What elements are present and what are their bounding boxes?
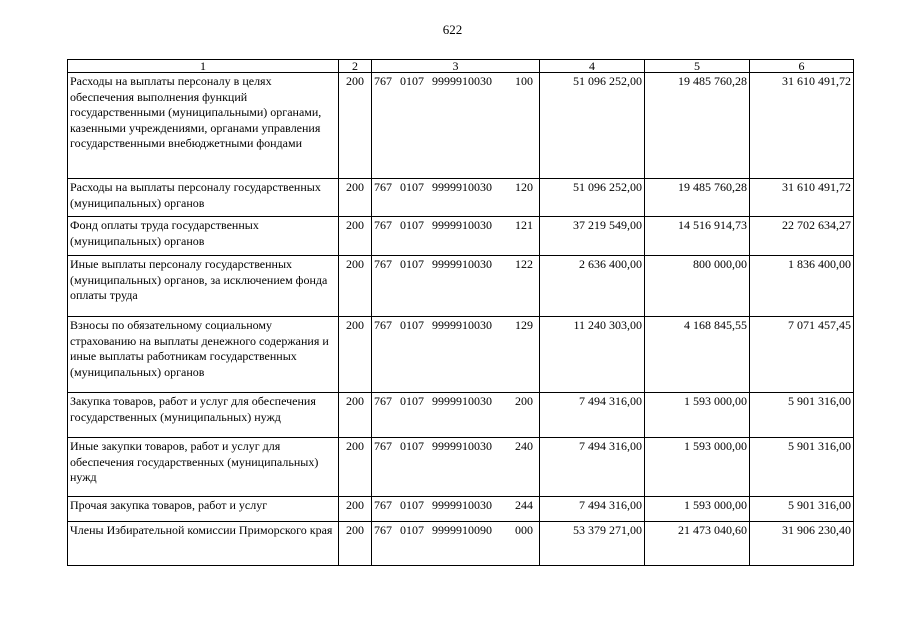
row-col6: 31 610 491,72 [750,179,854,217]
row-col2: 200 [339,217,372,256]
column-header: 6 [750,60,854,73]
row-name: Иные закупки товаров, работ и услуг для обеспечения государственных (муниципальных) нужд [68,438,339,497]
row-code: 767 0107 9999910030 244 [372,497,540,522]
table-row [68,497,854,522]
row-col2: 200 [339,179,372,217]
row-col4: 7 494 316,00 [540,438,645,497]
table-header-row [68,60,854,73]
page-number: 622 [442,22,463,37]
row-col2: 200 [339,317,372,393]
row-col5: 1 593 000,00 [645,438,750,497]
row-col4: 2 636 400,00 [540,256,645,317]
row-name: Расходы на выплаты персоналу государственных (муниципальных) органов [68,179,339,217]
row-col5: 1 593 000,00 [645,393,750,438]
table-row [68,217,854,256]
column-header: 5 [645,60,750,73]
row-col6: 5 901 316,00 [750,497,854,522]
row-col5: 4 168 845,55 [645,317,750,393]
column-header: 3 [372,60,540,73]
row-col2: 200 [339,497,372,522]
column-header: 1 [68,60,339,73]
row-col2: 200 [339,73,372,179]
table-row [68,317,854,393]
row-code: 767 0107 9999910030 200 [372,393,540,438]
row-col6: 7 071 457,45 [750,317,854,393]
row-col6: 5 901 316,00 [750,393,854,438]
row-col2: 200 [339,256,372,317]
column-header: 2 [339,60,372,73]
row-code: 767 0107 9999910090 000 [372,522,540,566]
row-col6: 1 836 400,00 [750,256,854,317]
row-name: Иные выплаты персоналу государственных (муниципальных) органов, за исключением фонда оплаты труда [68,256,339,317]
table-row [68,73,854,179]
row-code: 767 0107 9999910030 122 [372,256,540,317]
row-name: Взносы по обязательному социальному страхованию на выплаты денежного содержания и иные выплаты работникам государственных (муниципальных) органов [68,317,339,393]
row-col2: 200 [339,438,372,497]
row-code: 767 0107 9999910030 100 [372,73,540,179]
row-col5: 21 473 040,60 [645,522,750,566]
table-row [68,393,854,438]
row-code: 767 0107 9999910030 120 [372,179,540,217]
row-col4: 7 494 316,00 [540,393,645,438]
row-col4: 7 494 316,00 [540,497,645,522]
row-col2: 200 [339,522,372,566]
row-col5: 19 485 760,28 [645,73,750,179]
row-col4: 11 240 303,00 [540,317,645,393]
budget-table [67,59,854,566]
row-name: Расходы на выплаты персоналу в целях обеспечения выполнения функций государственными (муниципальными) органами, казенными учреждениями, органами управления государственными внебюджетными фондами [68,73,339,179]
table-row [68,438,854,497]
row-col4: 51 096 252,00 [540,179,645,217]
row-col5: 19 485 760,28 [645,179,750,217]
row-col2: 200 [339,393,372,438]
row-col5: 800 000,00 [645,256,750,317]
row-name: Закупка товаров, работ и услуг для обеспечения государственных (муниципальных) нужд [68,393,339,438]
row-col6: 31 906 230,40 [750,522,854,566]
row-col4: 51 096 252,00 [540,73,645,179]
row-code: 767 0107 9999910030 240 [372,438,540,497]
row-col6: 5 901 316,00 [750,438,854,497]
row-code: 767 0107 9999910030 129 [372,317,540,393]
row-col6: 22 702 634,27 [750,217,854,256]
row-col4: 53 379 271,00 [540,522,645,566]
row-col4: 37 219 549,00 [540,217,645,256]
row-code: 767 0107 9999910030 121 [372,217,540,256]
row-col5: 1 593 000,00 [645,497,750,522]
row-col5: 14 516 914,73 [645,217,750,256]
row-name: Фонд оплаты труда государственных (муниципальных) органов [68,217,339,256]
table-row [68,179,854,217]
table-row [68,256,854,317]
row-name: Прочая закупка товаров, работ и услуг [68,497,339,522]
row-col6: 31 610 491,72 [750,73,854,179]
row-name: Члены Избирательной комиссии Приморского края [68,522,339,566]
column-header: 4 [540,60,645,73]
table-row [68,522,854,566]
